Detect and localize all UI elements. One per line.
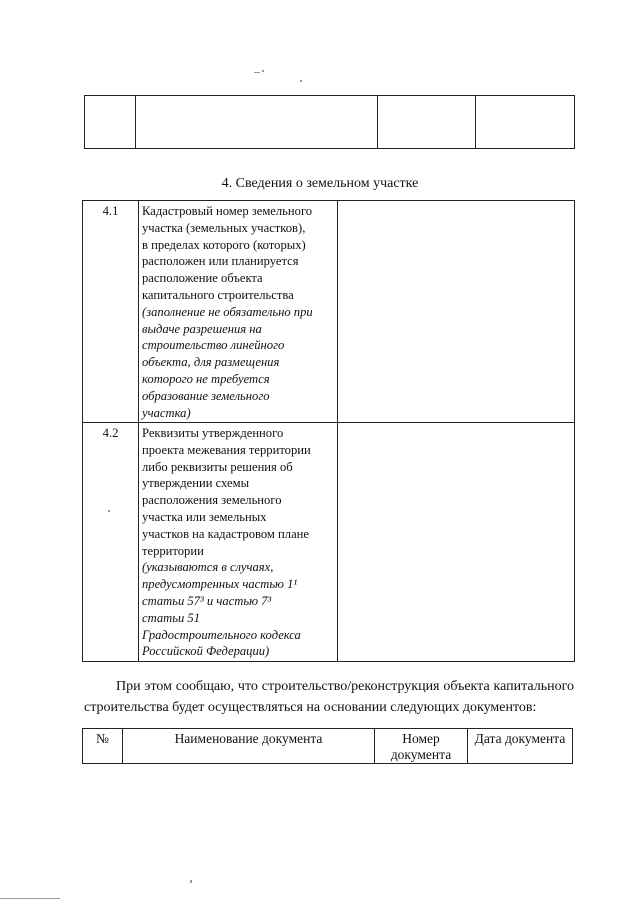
- label-line: территории: [142, 543, 204, 558]
- note-line: (заполнение не обязательно при: [142, 304, 313, 319]
- label-line: в пределах которого (которых): [142, 237, 306, 252]
- table-cell: [85, 96, 136, 149]
- label-line: расположение объекта: [142, 271, 263, 286]
- note-line: Градостроительного кодекса: [142, 627, 301, 642]
- label-line: проекта межевания территории: [142, 442, 311, 457]
- label-line: участка (земельных участков),: [142, 220, 306, 235]
- header-document-date: Дата документа: [468, 729, 573, 764]
- land-plot-table: [82, 200, 575, 662]
- table-row: [83, 423, 575, 662]
- note-line: которого не требуется: [142, 371, 270, 386]
- note-line: статьи 57³ и частью 7³: [142, 593, 272, 608]
- label-line: расположен или планируется: [142, 254, 299, 269]
- row-value[interactable]: [338, 201, 575, 423]
- note-line: участка): [142, 405, 191, 420]
- header-document-number: [375, 729, 468, 764]
- label-line: Кадастровый номер земельного: [142, 204, 313, 218]
- label-line: участка или земельных: [142, 509, 267, 524]
- table-cell: [476, 96, 575, 149]
- scan-speck: [0, 898, 60, 899]
- documents-intro-paragraph: При этом сообщаю, что строительство/реконструкция объекта капитального строительства будет осуществляться на основании следующих документов:: [84, 679, 574, 715]
- scan-speck: [262, 70, 264, 72]
- row-number: 4.1: [83, 201, 139, 423]
- header-number-sign: №: [83, 729, 123, 764]
- label-line: утверждении схемы: [142, 476, 250, 491]
- note-line: объекта, для размещения: [142, 355, 280, 370]
- note-line: (указываются в случаях,: [142, 560, 274, 575]
- header-line: документа: [390, 747, 452, 762]
- label-line: расположения земельного: [142, 493, 282, 508]
- previous-section-table: [84, 95, 575, 149]
- documents-table: [82, 728, 573, 764]
- table-cell: [378, 96, 476, 149]
- label-line: капитального строительства: [142, 287, 294, 302]
- note-line: статьи 51: [142, 610, 201, 625]
- scan-speck: [108, 510, 110, 512]
- row-value[interactable]: [338, 423, 575, 662]
- note-line: образование земельного: [142, 388, 270, 403]
- table-row: [85, 96, 575, 149]
- table-cell: [136, 96, 378, 149]
- row-number: 4.2: [83, 423, 139, 662]
- note-line: Российской Федерации): [142, 644, 270, 659]
- header-line: Номер: [402, 731, 440, 746]
- table-header-row: [83, 729, 573, 764]
- scan-speck: [300, 80, 302, 82]
- header-document-name: Наименование документа: [123, 729, 375, 764]
- section-title: 4. Сведения о земельном участке: [221, 176, 419, 191]
- row-label: [139, 423, 338, 662]
- label-line: либо реквизиты решения об: [142, 459, 293, 474]
- table-row: [83, 201, 575, 423]
- label-line: Реквизиты утвержденного: [142, 426, 284, 440]
- note-line: предусмотренных частью 1¹: [142, 577, 298, 592]
- row-label: [139, 201, 338, 423]
- note-line: выдаче разрешения на: [142, 321, 262, 336]
- note-line: строительство линейного: [142, 338, 285, 353]
- scan-speck: [190, 880, 192, 883]
- label-line: участков на кадастровом плане: [142, 526, 309, 541]
- scan-speck: [254, 72, 260, 73]
